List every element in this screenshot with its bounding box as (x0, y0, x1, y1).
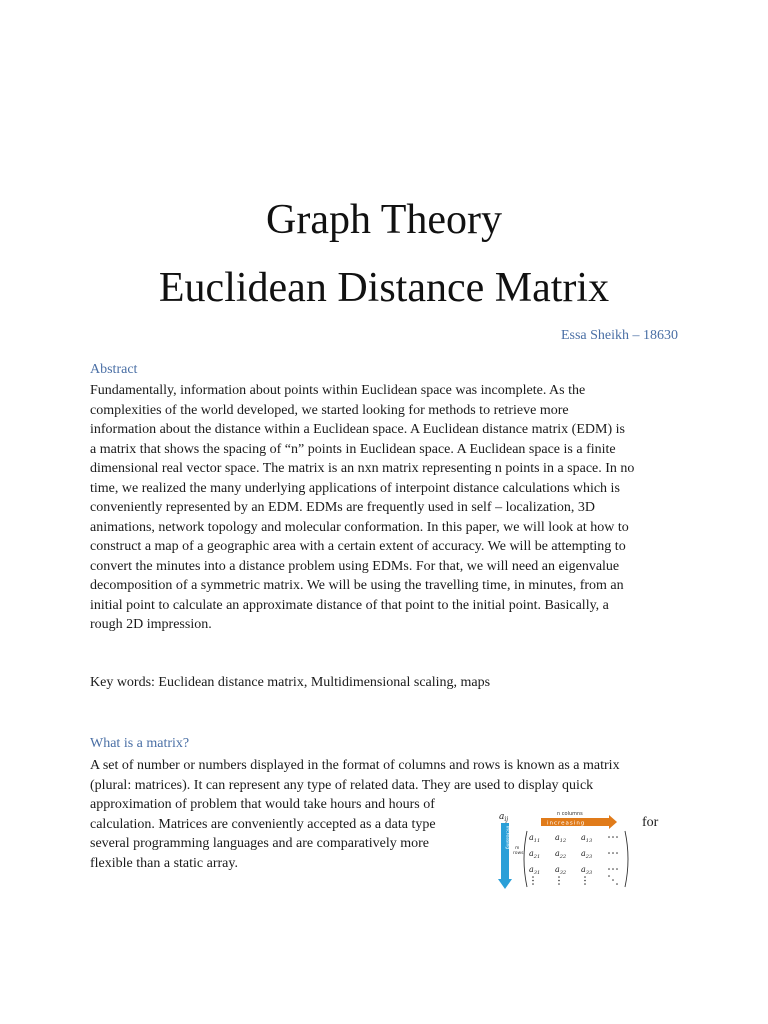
increasing-arrow-head (609, 815, 617, 829)
matrix-entry: $a_{21}$ (529, 849, 541, 860)
abstract-line: conveniently represented by an EDM. EDMs are frequently used in self – localization, 3D (90, 500, 596, 515)
increasing-top-label: increasing (547, 820, 586, 827)
left-bracket (524, 831, 527, 887)
rows-label: rows (513, 851, 524, 856)
matrix-entry: $a_{32}$ (555, 865, 567, 876)
m-label: m (515, 846, 520, 851)
abstract-line: complexities of the world developed, we started looking for methods to retrieve more (90, 402, 569, 418)
keywords-line: Key words: Euclidean distance matrix, Multidimensional scaling, maps (90, 675, 491, 690)
matrix-entry: $a_{13}$ (581, 833, 593, 844)
matrix-ellipses (532, 836, 618, 885)
abstract-heading: Abstract (90, 362, 138, 377)
author-line: Essa Sheikh – 18630 (560, 328, 678, 343)
increasing-side-label: increasing (504, 826, 510, 850)
abstract-line: convert the minutes into a distance problem using EDMs. For that, we will need an eigenvalue (90, 558, 620, 574)
abstract-line: time, we realized the many underlying applications of interpoint distance calculations which is (90, 480, 620, 496)
matrix-entry: $a_{22}$ (555, 849, 567, 860)
matrix-entry: $a_{33}$ (581, 865, 593, 876)
abstract-line: dimensional real vector space. The matrix is an nxn matrix representing n points in a space. In no (90, 461, 635, 476)
matrix-line-continuation: for (642, 815, 659, 830)
matrix-entry: $a_{11}$ (529, 833, 541, 844)
abstract-line: information about the distance within a Euclidean space. A Euclidean distance matrix (EDM) is (90, 422, 625, 437)
abstract-line: animations, network topology and molecular conformation. In this paper, we will look at how to (90, 519, 629, 535)
abstract-line: construct a map of a geographic area with a certain extent of accuracy. We will be attempting to (90, 539, 626, 554)
matrix-line: A set of number or numbers displayed in the format of columns and rows is known as a matrix (90, 758, 620, 773)
right-bracket (625, 831, 628, 887)
matrix-line: approximation of problem that would take hours and hours of (90, 797, 435, 812)
abstract-line: rough 2D impression. (90, 617, 212, 632)
matrix-figure (497, 809, 629, 891)
title-line-2: Euclidean Distance Matrix (158, 265, 610, 311)
increasing-down-head (498, 879, 512, 889)
title-line-1: Graph Theory (266, 197, 502, 243)
aij-label: $a_{ij}$ (499, 812, 509, 823)
matrix-entries (529, 833, 592, 876)
matrix-line: flexible than a static array. (90, 855, 238, 871)
n-columns-label: n columns (557, 811, 583, 817)
abstract-line: initial point to calculate an approximate distance of that point to the initial point. Basically, a (90, 597, 609, 613)
matrix-heading: What is a matrix? (90, 736, 190, 751)
abstract-line: Fundamentally, information about points within Euclidean space was incomplete. As the (90, 383, 586, 398)
matrix-diagram (497, 809, 629, 891)
matrix-line: (plural: matrices). It can represent any type of related data. They are used to display quick (90, 777, 594, 793)
matrix-entry: $a_{31}$ (529, 865, 541, 876)
matrix-line: calculation. Matrices are conveniently accepted as a data type (90, 816, 436, 832)
abstract-paragraph (90, 381, 680, 635)
matrix-line: several programming languages and are comparatively more (90, 836, 429, 851)
abstract-line: decomposition of a symmetric matrix. We will be using the travelling time, in minutes, from an (90, 578, 624, 593)
matrix-entry: $a_{12}$ (555, 833, 567, 844)
abstract-line: a matrix that shows the spacing of “n” points in Euclidean space. A Euclidean space is a finite (90, 441, 616, 457)
matrix-entry: $a_{23}$ (581, 849, 593, 860)
